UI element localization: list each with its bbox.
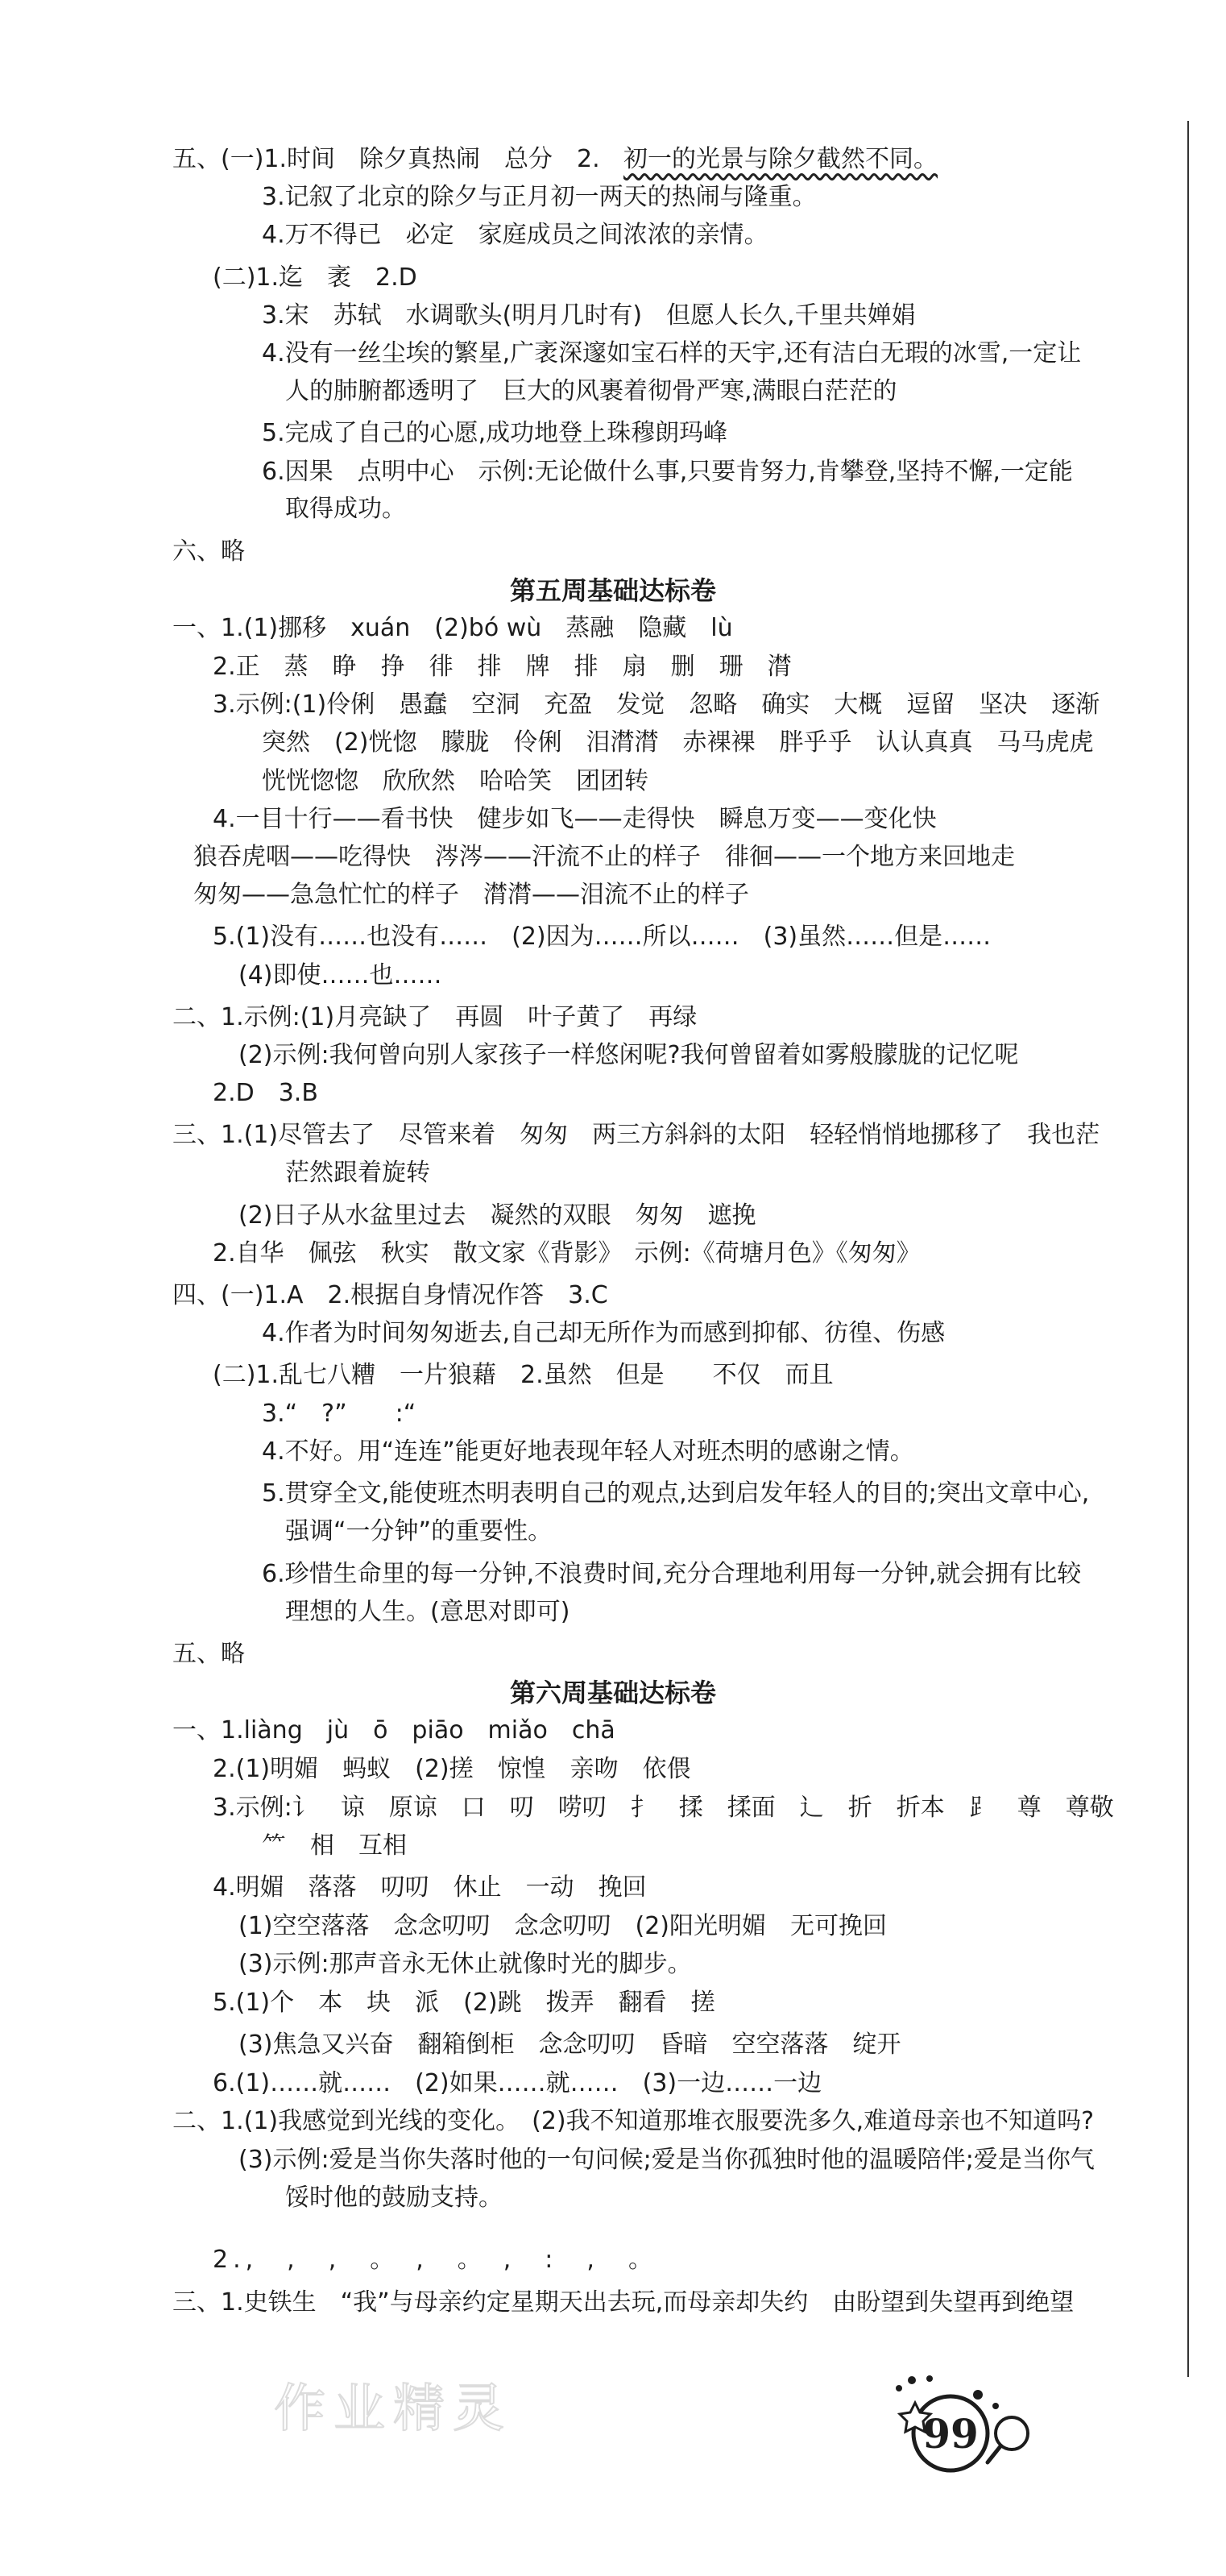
section-title: 第六周基础达标卷 <box>509 1678 716 1708</box>
dot-icon <box>896 2385 902 2391</box>
page-number-badge <box>883 2371 1060 2483</box>
dot-icon <box>908 2376 916 2384</box>
answer-page: 五、(一)1.时间 除夕真热闹 总分 2. 初一的光景与除夕截然不同。 3.记叙了北京的除夕与正月初一两天的热闹与隆重。 4.万不得已 必定 家庭成员之间浓浓的亲情。 (二)1.迄 袤 2.D 3.宋 苏轼 水调歌头(明月几时有) 但愿人长久,千里共婵娟 4.没有一丝尘埃的繁星,广袤深邃如宝石样的天宇,还有洁白无瑕的冰雪,一定让 人的肺腑都透明了 巨大的风裹着彻骨严寒,满眼白茫茫的 5.完成了自己的心愿,成功地登上珠穆朗玛峰 6.因果 点明中心 示例:无论做什么事,只要肯努力,肯攀登,坚持不懈,一定能 取得成功。 六、略 第五周基础达标卷 一、1.(1)挪移 xuán (2)bó wù 蒸融 隐藏 lù 2.正 蒸 睁 挣 徘 排 牌 排 扇 删 珊 潸 3.示例:(1)伶俐 愚蠢 空洞 充盈 发觉 忽略 确实 大概 逗留 坚决 逐渐 突然 (2)恍惚 朦胧 伶俐 泪潸潸 赤裸裸 胖乎乎 认认真真 马马虎虎 恍恍惚惚 欣欣然 哈哈笑 团团转 4.一目十行——看书快 健步如飞——走得快 瞬息万变——变化快 狼吞虎咽——吃得快 涔涔——汗流不止的样子 徘徊——一个地方来回地走 匆匆——急急忙忙的样子 潸潸——泪流不止的样子 5.(1)没有……也没有…… (2)因为……所以…… (3)虽然……但是…… (4)即使……也…… 二、1.示例:(1)月亮缺了 再圆 叶子黄了 再绿 (2)示例:我何曾向别人家孩子一样悠闲呢?我何曾留着如雾般朦胧的记忆呢 2.D 3.B 三、1.(1)尽管去了 尽管来着 匆匆 两三方斜斜的太阳 轻轻悄悄地挪移了 我也茫 茫然跟着旋转 (2)日子从水盆里过去 凝然的双眼 匆匆 遮挽 2.自华 佩弦 秋实 散文家《背影》 示例:《荷塘月色》《匆匆》 四、(一)1.A 2.根据自身情况作答 3.C 4.作者为时间匆匆逝去,自己却无所作为而感到抑郁、彷徨、伤感 (二)1.乱七八糟 一片狼藉 2.虽然 但是 不仅 而且 3.“ ?” :“ 4.不好。用“连连”能更好地表现年轻人对班杰明的感谢之情。 5.贯穿全文,能使班杰明表明自己的观点,达到启发年轻人的目的;突出文章中心, 强调“一分钟”的重要性。 6.珍惜生命里的每一分钟,不浪费时间,充分合理地利用每一分钟,就会拥有比较 理想的人生。(意思对即可) 五、略 第六周基础达标卷 一、1.liàng jù ō piāo miǎo chā 2.(1)明媚 蚂蚁 (2)搓 惊惶 亲吻 依偎 3.示例:讠 谅 原谅 口 叨 唠叨 扌 揉 揉面 辶 折 折本 ⻊ 尊 尊敬 ⺮ 相 互相 4.明媚 落落 叨叨 休止 一动 挽回 (1)空空落落 念念叨叨 念念叨叨 (2)阳光明媚 无可挽回 (3)示例:那声音永无休止就像时光的脚步。 5.(1)个 本 块 派 (2)跳 拨弄 翻看 搓 (3)焦急又兴奋 翻箱倒柜 念念叨叨 昏暗 空空落落 绽开 6.(1)……就…… (2)如果……就…… (3)一边……一边 二、1.(1)我感觉到光线的变化。 (2)我不知道那堆衣服要洗多久,难道母亲也不知道吗? (3)示例:爱是当你失落时他的一句问候;爱是当你孤独时他的温暖陪伴;爱是当你气 馁时他的鼓励支持。 2., , , 。 , 。 , : , 。 三、1.史铁生 “我”与母亲约定星期天出去玩,而母亲却失约 由盼望到失望再到绝望 作业精灵 99 <box>0 0 1226 2576</box>
dot-icon <box>992 2403 999 2409</box>
page-number: 99 <box>922 2410 979 2458</box>
magnifier-handle <box>988 2446 1000 2462</box>
badge-decoration <box>883 2371 1060 2483</box>
section-title: 第五周基础达标卷 <box>509 575 716 606</box>
wavy-underlined-text: 初一的光景与除夕截然不同。 <box>623 145 938 173</box>
dot-icon <box>926 2375 933 2382</box>
dot-icon <box>973 2390 983 2400</box>
right-margin-rule <box>1187 121 1189 2377</box>
watermark: 作业精灵 <box>274 2379 512 2439</box>
